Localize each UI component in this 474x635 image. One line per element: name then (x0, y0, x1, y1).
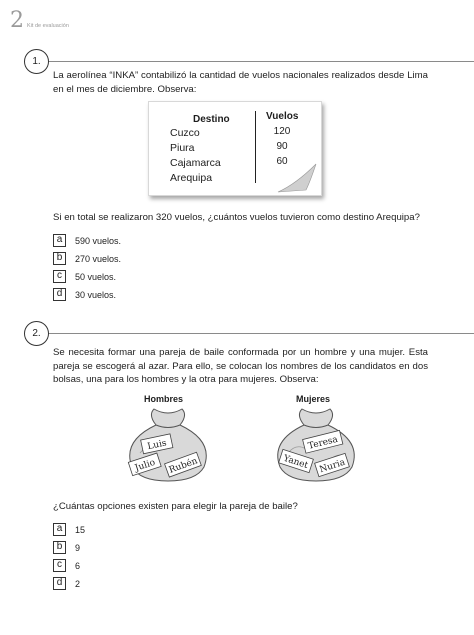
question-1-intro: La aerolínea “INKA” contabilizó la cantidad de vuelos nacionales realizados desde Lima en el mes de diciembre. Observa: (53, 70, 428, 95)
page-header (10, 8, 69, 33)
section-divider (24, 333, 474, 334)
bag-name-tag: Julio (133, 457, 157, 474)
question-2-intro: Se necesita formar una pareja de baile conformada por un hombre y una mujer. Esta pareja se escogerá al azar. Para ello, se colocan los nombres de los candidatos en dos bolsas, una para los hombres y la otra para mujeres. Observa: (53, 347, 428, 385)
bag-mujeres (266, 403, 366, 483)
option-letter: b (53, 252, 66, 265)
table-divider (255, 111, 256, 183)
option-letter: d (53, 288, 66, 301)
page-curl-icon (276, 160, 320, 194)
option-text: 15 (75, 524, 86, 535)
option-text: 9 (75, 542, 81, 553)
bag-name-tag: Rubén (167, 456, 200, 476)
table-cell-vuelos: 60 (276, 156, 288, 167)
page-caption: Kit de evaluación (27, 23, 69, 29)
option-letter: c (53, 559, 66, 572)
option-letter: c (53, 270, 66, 283)
question-number-badge: 2. (24, 321, 49, 346)
question-1-prompt: Si en total se realizaron 320 vuelos, ¿cuántos vuelos tuvieron como destino Arequipa? (53, 212, 420, 223)
section-divider (24, 61, 474, 62)
answer-option-d[interactable] (53, 288, 116, 301)
question-2-prompt: ¿Cuántas opciones existen para elegir la pareja de baile? (53, 501, 298, 512)
option-letter: a (53, 523, 66, 536)
option-letter: b (53, 541, 66, 554)
answer-option-d[interactable] (53, 577, 80, 590)
option-text: 2 (75, 578, 81, 589)
bag-name-tag: Nuria (318, 457, 347, 476)
table-cell-destino: Cuzco (170, 127, 200, 139)
answer-option-a[interactable] (53, 523, 85, 536)
answer-option-b[interactable] (53, 252, 121, 265)
answer-option-c[interactable] (53, 270, 116, 283)
table-cell-destino: Arequipa (170, 172, 213, 184)
option-letter: a (53, 234, 66, 247)
table-cell-vuelos: 120 (273, 126, 291, 137)
column-header-vuelos: Vuelos (266, 111, 299, 122)
column-header-destino: Destino (193, 114, 230, 125)
table-cell-vuelos: 90 (276, 141, 288, 152)
bag-name-tag: Luis (146, 438, 168, 453)
bag-name-tag: Teresa (307, 434, 339, 452)
page-number: 2 (10, 8, 24, 33)
bag-title-hombres: Hombres (144, 394, 184, 404)
table-cell-destino: Cajamarca (170, 157, 221, 169)
option-text: 590 vuelos. (75, 235, 122, 246)
answer-option-c[interactable] (53, 559, 80, 572)
option-text: 50 vuelos. (75, 271, 117, 282)
question-number-badge: 1. (24, 49, 49, 74)
bag-name-tag: Yanet (281, 453, 310, 472)
answer-option-b[interactable] (53, 541, 80, 554)
bag-hombres (118, 403, 218, 483)
option-text: 6 (75, 560, 81, 571)
table-cell-destino: Piura (170, 142, 195, 154)
option-letter: d (53, 577, 66, 590)
bag-title-mujeres: Mujeres (296, 394, 331, 404)
answer-option-a[interactable] (53, 234, 121, 247)
option-text: 270 vuelos. (75, 253, 122, 264)
option-text: 30 vuelos. (75, 289, 117, 300)
